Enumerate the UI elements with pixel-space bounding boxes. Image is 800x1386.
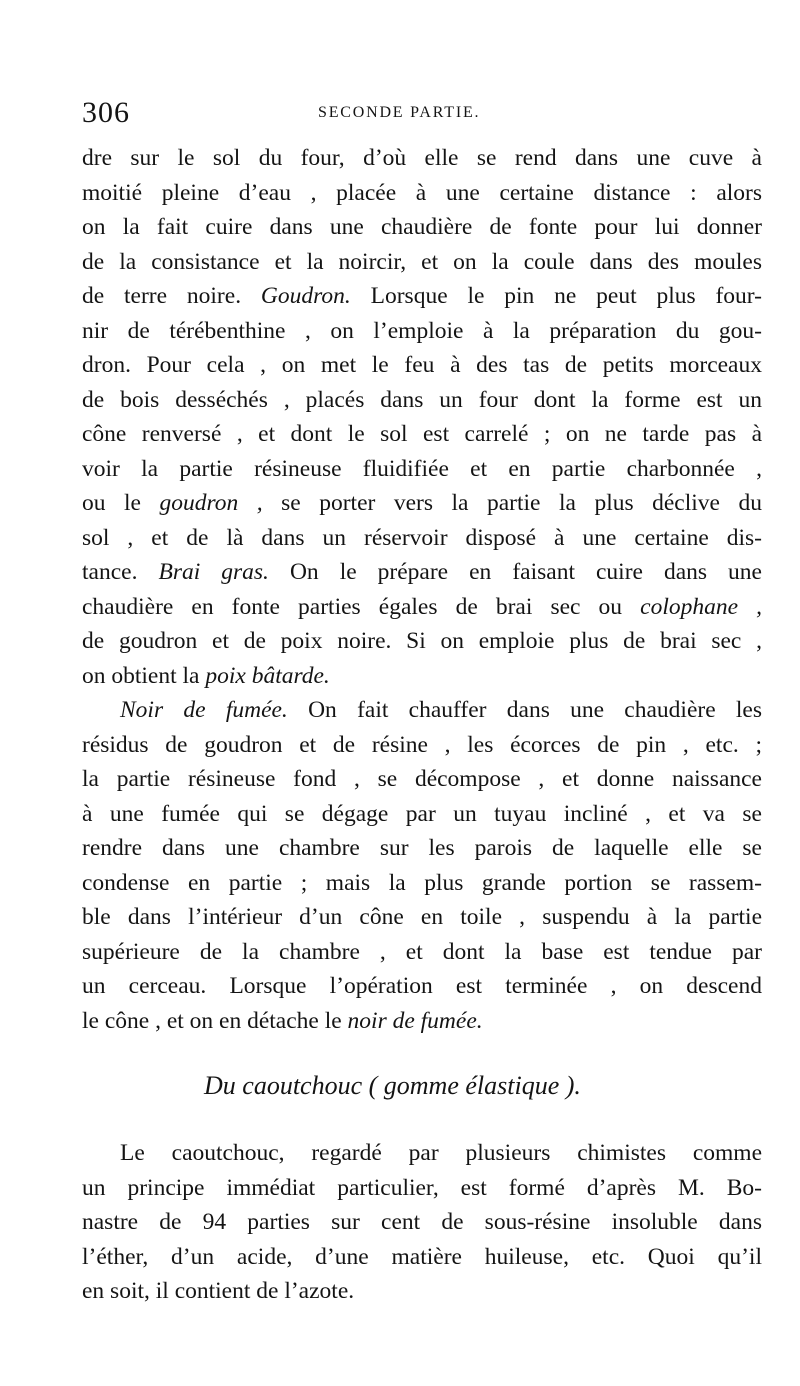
running-head: SECONDE PARTIE. bbox=[318, 104, 481, 121]
text-line: supérieure de la chambre , et dont la base est tendue par bbox=[82, 938, 762, 965]
text-line: de la consistance et la noircir, et on la coule dans des moules bbox=[82, 248, 762, 275]
text-line: un cerceau. Lorsque l’opération est terminée , on descend bbox=[82, 973, 762, 999]
text-line: cône renversé , et dont le sol est carrelé ; on ne tarde pas à bbox=[82, 421, 762, 447]
text-line: le cône , et on en détache le noir de fumée. bbox=[82, 1007, 483, 1034]
text-line: en soit, il contient de l’azote. bbox=[82, 1278, 355, 1304]
paragraph bbox=[82, 693, 762, 1038]
text-line: Le caoutchouc, regardé par plusieurs chimistes comme bbox=[120, 1140, 762, 1166]
italic-term: colophane , bbox=[640, 593, 763, 620]
text-line: ou le goudron , se porter vers la partie la plus déclive du bbox=[82, 490, 762, 516]
text-line: sol , et de là dans un réservoir disposé à une certaine dis- bbox=[82, 524, 762, 551]
text-line: on la fait cuire dans une chaudière de fonte pour lui donner bbox=[82, 214, 762, 240]
text-line: nastre de 94 parties sur cent de sous-résine insoluble dans bbox=[82, 1209, 762, 1235]
page-number: 306 bbox=[82, 96, 130, 129]
text-line: nir de térébenthine , on l’emploie à la préparation du gou- bbox=[82, 317, 762, 344]
text-line: résidus de goudron et de résine , les écorces de pin , etc. ; bbox=[82, 731, 762, 758]
text-line: on obtient la poix bâtarde. bbox=[82, 662, 330, 689]
section-heading: Du caoutchouc ( gomme élastique ). bbox=[204, 1071, 581, 1100]
text-line: de terre noire. Goudron. Lorsque le pin ne peut plus four- bbox=[82, 283, 762, 309]
text-line: Noir de fumée. On fait chauffer dans une chaudière les bbox=[120, 697, 763, 723]
italic-term: Brai gras. bbox=[158, 559, 269, 585]
text-line: rendre dans une chambre sur les parois de laquelle elle se bbox=[82, 835, 762, 861]
paragraph bbox=[82, 1136, 762, 1309]
text-line: moitié pleine d’eau , placée à une certaine distance : alors bbox=[82, 179, 762, 206]
italic-term: Goudron. bbox=[260, 283, 351, 309]
italic-term: poix bâtarde. bbox=[205, 662, 330, 689]
text-line: de bois desséchés , placés dans un four dont la forme est un bbox=[82, 386, 762, 413]
text-line: de goudron et de poix noire. Si on emploie plus de brai sec , bbox=[82, 628, 762, 654]
text-line: dron. Pour cela , on met le feu à des tas de petits morceaux bbox=[82, 352, 762, 378]
text-line: voir la partie résineuse fluidifiée et en partie charbonnée , bbox=[82, 455, 762, 482]
page-header bbox=[82, 96, 762, 136]
page-body bbox=[82, 141, 762, 1309]
text-line: ble dans l’intérieur d’un cône en toile , suspendu à la partie bbox=[82, 904, 762, 930]
italic-term: noir de fumée. bbox=[347, 1007, 483, 1034]
text-line: un principe immédiat particulier, est formé d’après M. Bo- bbox=[82, 1174, 762, 1201]
paragraph bbox=[82, 141, 762, 693]
text-line: à une fumée qui se dégage par un tuyau incliné , et va se bbox=[82, 800, 762, 827]
text-line: la partie résineuse fond , se décompose , et donne naissance bbox=[82, 766, 762, 792]
text-line: tance. Brai gras. On le prépare en faisant cuire dans une bbox=[82, 559, 762, 585]
text-line: condense en partie ; mais la plus grande portion se rassem- bbox=[82, 869, 762, 896]
text-line: l’éther, d’un acide, d’une matière huileuse, etc. Quoi qu’il bbox=[82, 1243, 762, 1270]
text-line: dre sur le sol du four, d’où elle se rend dans une cuve à bbox=[82, 145, 762, 171]
italic-term: Noir de fumée. bbox=[120, 697, 288, 723]
italic-term: goudron , bbox=[159, 490, 263, 516]
text-line: chaudière en fonte parties égales de brai sec ou colophane , bbox=[82, 593, 763, 620]
